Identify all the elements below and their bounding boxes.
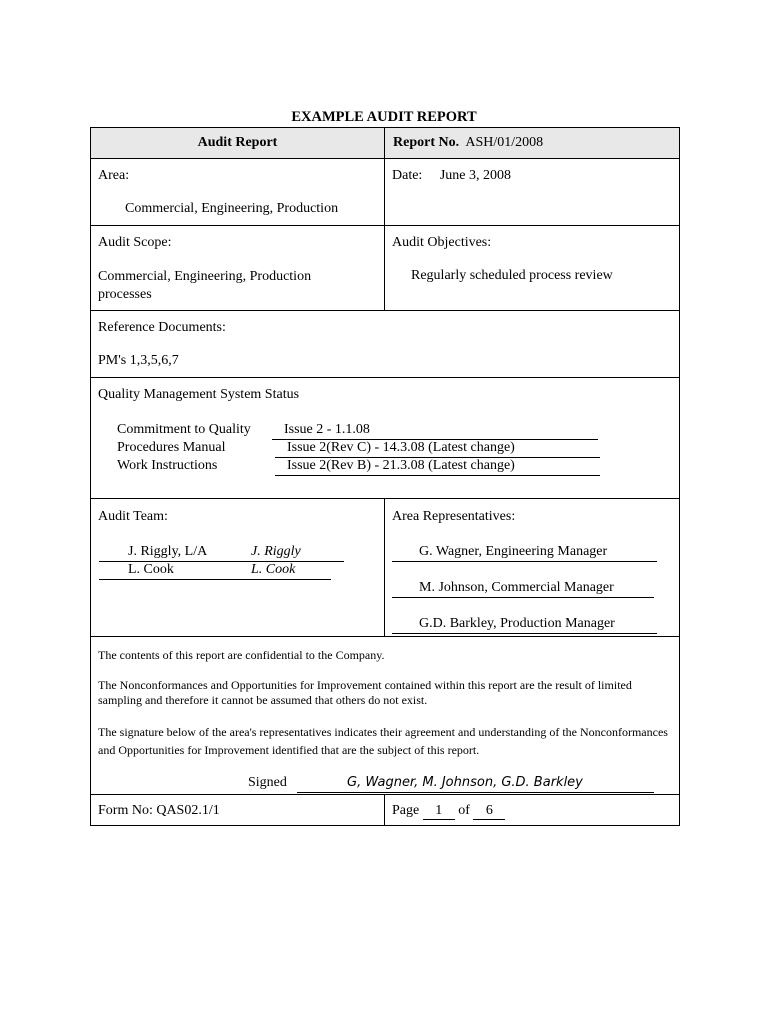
page-label: Page	[392, 803, 420, 818]
qms-value-1-line	[272, 422, 598, 440]
report-number-cell	[385, 128, 680, 159]
page-total: 6	[473, 803, 505, 820]
report-no-label: Report No.	[393, 135, 460, 150]
team-member-2-signature-line	[251, 562, 331, 580]
qms-name-2: Procedures Manual	[117, 440, 226, 455]
notes-cell	[91, 637, 680, 795]
objectives-value: Regularly scheduled process review	[411, 268, 613, 283]
date-cell	[385, 159, 680, 226]
audit-team-cell	[91, 499, 385, 637]
qms-value-2: Issue 2(Rev C) - 14.3.08 (Latest change)	[287, 440, 515, 455]
footer-row	[91, 795, 680, 826]
qms-name-1: Commitment to Quality	[117, 422, 251, 437]
team-member-1-signature: J. Riggly	[251, 544, 301, 559]
reference-row	[91, 311, 680, 378]
qms-label: Quality Management System Status	[98, 387, 300, 402]
document-title: EXAMPLE AUDIT REPORT	[291, 109, 477, 125]
qms-value-1: Issue 2 - 1.1.08	[284, 422, 370, 437]
page-number: 1	[423, 803, 455, 820]
report-no-value: ASH/01/2008	[465, 135, 544, 150]
scope-value: Commercial, Engineering, Production processes	[98, 269, 312, 302]
rep-1: G. Wagner, Engineering Manager	[419, 544, 608, 559]
rep-3: G.D. Barkley, Production Manager	[419, 616, 615, 631]
notes-confidential: The contents of this report are confidential to the Company.	[98, 648, 385, 662]
team-member-2-name: L. Cook	[128, 562, 174, 577]
qms-value-2-line	[275, 440, 600, 458]
reference-cell	[91, 311, 680, 378]
signed-label: Signed	[248, 775, 287, 790]
scope-cell	[91, 226, 385, 311]
of-label: of	[458, 803, 470, 818]
area-value: Commercial, Engineering, Production	[125, 201, 339, 216]
date-label: Date:	[392, 168, 423, 183]
rep-3-line	[392, 616, 657, 634]
audit-report-heading: Audit Report	[91, 128, 385, 159]
team-member-2-signature: L. Cook	[251, 562, 296, 577]
audit-team-label: Audit Team:	[98, 509, 168, 524]
date-value: June 3, 2008	[439, 168, 511, 183]
team-member-1-line	[99, 544, 251, 562]
reference-label: Reference Documents:	[98, 320, 226, 335]
signed-value: G, Wagner, M. Johnson, G.D. Barkley	[347, 775, 583, 790]
scope-objectives-row	[91, 226, 680, 311]
notes-nonconformances: The Nonconformances and Opportunities for Improvement contained within this report are the result of limited sampling and therefore it cannot be assumed that others do not exist.	[98, 678, 632, 707]
reference-value: PM's 1,3,5,6,7	[98, 353, 179, 368]
objectives-cell	[385, 226, 680, 311]
team-member-1-signature-line	[251, 544, 344, 562]
area-reps-cell	[385, 499, 680, 637]
qms-name-3: Work Instructions	[117, 458, 218, 473]
qms-cell	[91, 378, 680, 499]
audit-report-table	[90, 127, 680, 826]
area-label: Area:	[98, 168, 130, 183]
rep-2-line	[392, 580, 654, 598]
form-no-cell: Form No: QAS02.1/1	[91, 795, 385, 826]
qms-row	[91, 378, 680, 499]
signed-line	[297, 775, 654, 793]
objectives-label: Audit Objectives:	[392, 235, 492, 250]
page-cell	[385, 795, 680, 826]
qms-value-3-line	[275, 458, 600, 476]
team-member-1-name: J. Riggly, L/A	[128, 544, 208, 559]
notes-signature-agreement: The signature below of the area's representatives indicates their agreement and understanding of the Nonconformances and Opportunities for Improvement identified that are the subject of this report.	[98, 725, 668, 757]
qms-value-3: Issue 2(Rev B) - 21.3.08 (Latest change)	[287, 458, 515, 473]
area-cell	[91, 159, 385, 226]
team-reps-row	[91, 499, 680, 637]
area-reps-label: Area Representatives:	[392, 509, 516, 524]
rep-1-line	[392, 544, 657, 562]
header-row	[91, 128, 680, 159]
rep-2: M. Johnson, Commercial Manager	[419, 580, 614, 595]
scope-label: Audit Scope:	[98, 235, 172, 250]
team-member-2-line	[99, 562, 251, 580]
notes-row	[91, 637, 680, 795]
area-date-row	[91, 159, 680, 226]
